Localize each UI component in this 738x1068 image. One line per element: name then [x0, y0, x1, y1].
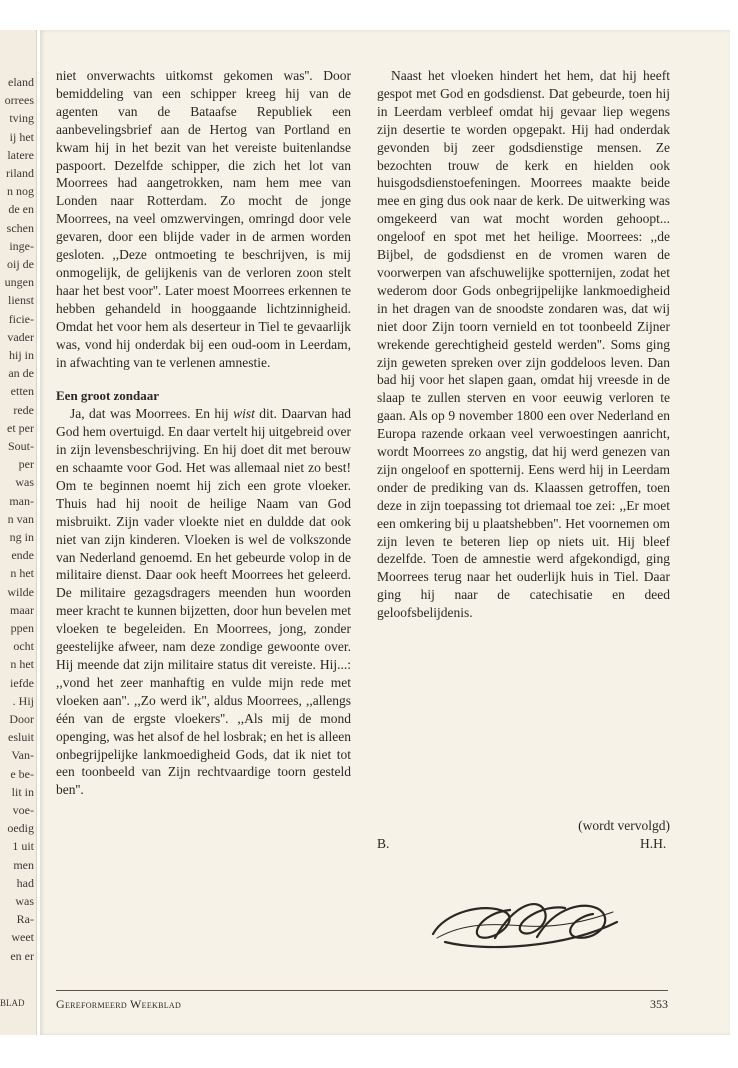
previous-page-text-fragment: n van	[7, 511, 34, 526]
previous-page-text-fragment: . Hij	[12, 693, 34, 708]
previous-page-text-fragment: et per	[7, 420, 34, 435]
author-initials-right: H.H.	[640, 836, 667, 851]
previous-page-text-fragment: iefde	[10, 675, 34, 690]
previous-page-text-fragment: riland	[6, 166, 34, 180]
footer-rule	[56, 990, 668, 991]
flourish-ornament-icon	[425, 882, 625, 957]
previous-page-text-fragment: oij de	[7, 257, 34, 271]
previous-page-text-fragment: 1 uit	[12, 839, 34, 854]
previous-page-footer-fragment: BLAD	[0, 998, 25, 1008]
continued-note: (wordt vervolgd)	[578, 818, 670, 833]
previous-page-text-fragment: eland	[8, 75, 34, 89]
previous-page-text-fragment: lit in	[11, 784, 34, 799]
previous-page-text-fragment: orrees	[4, 93, 34, 108]
previous-page-text-fragment: tving	[9, 111, 34, 126]
previous-page-text-fragment: had	[16, 875, 34, 890]
previous-page-text-fragment: ende	[11, 548, 34, 563]
previous-page-text-fragment: etten	[10, 384, 34, 399]
previous-page-text-fragment: de en	[8, 202, 34, 217]
previous-page-text-fragment: ppen	[10, 621, 34, 635]
previous-page-text-fragment: esluit	[8, 730, 34, 745]
previous-page-text-fragment: man-	[9, 493, 34, 508]
previous-page-text-fragment: n het	[10, 657, 34, 672]
previous-page-text-fragment: en er	[10, 948, 34, 963]
previous-page-text-fragment: n het	[10, 566, 34, 581]
previous-page-text-fragment: Door	[9, 712, 34, 726]
previous-page-text-fragment: vader	[7, 329, 34, 344]
emphasis-wist: wist	[233, 406, 255, 422]
previous-page-text-fragment: wilde	[7, 584, 34, 599]
previous-page-text-fragment: schen	[6, 220, 34, 235]
footer-publication-title: Gereformeerd Weekblad	[56, 997, 182, 1011]
previous-page-text-fragment: inge-	[9, 238, 34, 253]
left-paragraph-1: niet onverwachts uitkomst gekomen was''. Door bemiddeling van een schipper kreeg hij van de agenten van de Bataafse Republiek een aanbevelingsbrief aan de Hertog van Portland en kwam hij in het bezit van het vereiste buitenlandse paspoort. Dezelfde schipper, die zich het lot van Moorrees had aangetrokken, nam hem mee van Londen naar Rotterdam. Zo mocht de jonge Moorrees, na veel omzwervingen, omringd door vele gevaren, door een blijde vader in de armen worden gesloten. ,,Deze ontmoeting te beschrijven, is mij onmogelijk, de gelijkenis van de verloren zoon stelt haar het best voor''. Later moest Moorrees erkennen te hebben gehandeld in hooggaande lichtzinnigheid. Omdat het voor hem als deserteur in Tiel te gevaarlijk was, vond hij onderdak bij een oud-oom in Leerdam, in afwachting van te verlenen amnestie.	[56, 68, 351, 370]
previous-page-text-fragment: ungen	[4, 275, 34, 290]
previous-page-text-fragment: voe-	[12, 803, 34, 817]
previous-page-text-fragment: n nog	[7, 184, 34, 199]
page-number: 353	[650, 997, 668, 1011]
previous-page-text-fragment: ocht	[13, 639, 34, 654]
left-column	[56, 67, 351, 799]
previous-page-text-fragment: hij in	[8, 348, 34, 362]
previous-page-text-fragment: per	[18, 457, 34, 472]
right-paragraph-1: Naast het vloeken hindert het hem, dat hij heeft gespot met God en godsdienst. Dat gebeurde, toen hij in Leerdam verbleef omdat hij gevaar liep wegens zijn desertie te worden opgepakt. Hij had onderdak gevonden bij zeer godsdienstige mensen. Ze bezochten trouw de kerk en hielden ook huisgodsdienstoefeningen. Moorrees maakte beide mee en ging dus ook naar de kerk. De uitwerking was omgekeerd van wat mocht worden gehoopt... ongeloof en spot met het heilige. Moorrees: ,,de Bijbel, de godsdienst en de vromen waren de voorwerpen van afschuwelijke spotternijen, zodat het wederom door Gods onbegrijpelijke lankmoedigheid in het dragen van de snoodste zondaren was, dat wij niet door Zijn toorn vernield en tot toonbeeld Zijner wrekende gerechtigheid gesteld werden''. Soms ging zijn geweten spreken over zijn goddeloos leven. Dan bad hij voor het slapen gaan, omdat hij vreesde in de slaap te zullen sterven en voor eeuwig verloren te gaan. Als op 9 november 1800 een over Nederland en Europa razende orkaan veel verwoestingen aanricht, wordt Moorrees zo angstig, dat hij werd genezen van zijn ongeloof en spotternij. Eens werd hij in Leerdam onder de prediking van ds. Klaassen getroffen, toen deze in zijn toepassing tot driemaal toe zei: ,,Er moet een omkering bij u plaatshebben''. Het voornemen om zijn leven te beteren liep op niets uit. Hij bleef dezelfde. Toen de amnestie werd afgekondigd, ging Moorrees terug naar het ouderlijk huis in Tiel. Daar ging hij naar de catechisatie en deed geloofsbelijdenis.	[377, 68, 670, 621]
previous-page-text-fragment: an de	[8, 366, 34, 381]
section-heading: Een groot zondaar	[56, 388, 160, 404]
previous-page-text-fragment: ij het	[9, 129, 34, 144]
previous-page-text-fragment: lienst	[8, 293, 34, 308]
previous-page-text-fragment: latere	[7, 147, 34, 162]
previous-page-text-fragment: Van-	[11, 748, 34, 763]
previous-page-text-fragment: weet	[11, 930, 34, 945]
author-initial-left: B.	[377, 836, 390, 851]
previous-page-text-fragment: men	[13, 857, 34, 872]
previous-page-text-fragment: rede	[13, 402, 34, 417]
page	[40, 30, 730, 1035]
previous-page-edge	[0, 30, 37, 1035]
previous-page-text-fragment: Ra-	[16, 912, 34, 927]
previous-page-text-fragment: oedig	[7, 821, 34, 836]
left-paragraph-2: Ja, dat was Moorrees. En hij wist dit. Daarvan had God hem overtuigd. En daar vertelt hij uitgebreid over in zijn levensbeschrijving. En hij doet dit met berouw en schaamte voor God. Het was allemaal niet zo best! Om te beginnen noemt hij zich een grote vloeker. Thuis had hij nooit de heilige Naam van God misbruikt. Zijn vader vloekte niet en duldde dat ook niet van zijn kinderen. Vloeken is wel de volkszonde van Nederland genoemd. En het gebeurde volop in de militaire dienst. Daar ook heeft Moorrees het geleerd. De militaire gezagsdragers meenden hun woorden meer kracht te kunnen bijzetten, door hun bevelen met vloeken te begeleiden. En Moorrees, jong, zonder geestelijke afweer, nam deze zondige gewoonte over. Hij meende dat zijn militaire status dit vereiste. Hij...: ,,vond het zeer manhaftig en vulde mijn rede met vloeken aan''. ,,Zo werd ik'', aldus Moorrees, ,,allengs één van de ergste vloekers''. ,,Als mij de mond openging, was het alsof de hel losbrak; en het is alleen onbegrijpelijke lankmoedigheid Gods, dat ik niet tot een toonbeeld van Zijn rechtvaardige toorn gesteld ben''.	[56, 406, 351, 798]
previous-page-text-fragment: ng in	[9, 530, 34, 544]
previous-page-text-fragment: was	[15, 475, 34, 490]
previous-page-text-fragment: Sout-	[7, 439, 34, 453]
previous-page-text-fragment: maar	[10, 602, 34, 617]
right-column	[377, 67, 670, 622]
previous-page-text-fragment: ficie-	[8, 311, 34, 326]
previous-page-text-fragment: e be-	[10, 766, 34, 781]
previous-page-text-fragment: was	[15, 894, 34, 908]
